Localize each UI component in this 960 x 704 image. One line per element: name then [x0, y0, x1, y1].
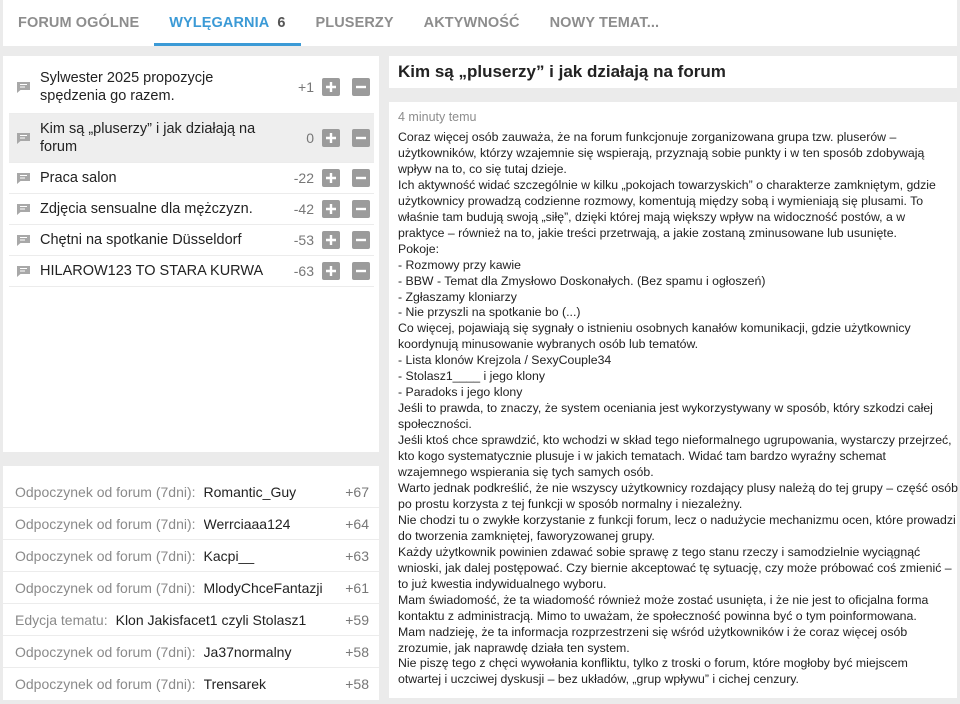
downvote-button[interactable]: [352, 231, 370, 249]
post-title: Kim są „pluserzy” i jak działają na forum: [389, 56, 957, 88]
downvote-button[interactable]: [352, 78, 370, 96]
tab-pluserzy[interactable]: [301, 0, 409, 46]
activity-label: Odpoczynek od forum (7dni):: [15, 676, 196, 692]
plus-icon: [326, 204, 336, 214]
tab-label: NOWY TEMAT...: [549, 15, 660, 31]
topic-score: -53: [293, 232, 314, 248]
upvote-button[interactable]: [322, 129, 340, 147]
downvote-button[interactable]: [352, 169, 370, 187]
topic-row[interactable]: [9, 63, 374, 114]
post-line: Co więcej, pojawiają się sygnały o istnieniu osobnych kanałów komunikacji, gdzie użytkownicy: [398, 321, 911, 336]
topic-score: -63: [293, 263, 314, 279]
activity-points: +63: [345, 547, 369, 564]
upvote-button[interactable]: [322, 200, 340, 218]
activity-user[interactable]: Romantic_Guy: [203, 483, 297, 500]
post-line: do tworzenia zamkniętej, faworyzowanej grupy.: [398, 528, 655, 543]
activity-user[interactable]: Werrciaaa124: [203, 515, 291, 532]
post-line: Pokoje:: [398, 241, 440, 256]
topic-title[interactable]: Zdjęcia sensualne dla mężczyzn.: [40, 201, 253, 217]
plus-icon: [326, 133, 336, 143]
post-line: praktyce – również na to, jakie treści przetrwają, a jakie zostaną zminusowane lub usunięte.: [398, 225, 897, 240]
upvote-button[interactable]: [322, 78, 340, 96]
post-line: po prostu korzysta z tej funkcji w sposób normalny i niezależny.: [398, 496, 743, 511]
topic-row[interactable]: [9, 194, 374, 225]
topic-row[interactable]: [9, 225, 374, 256]
plus-icon: [326, 266, 336, 276]
minus-icon: [356, 266, 366, 276]
topic-title[interactable]: Praca salon: [40, 170, 117, 186]
post-line: Mam nadzieję, że ta informacja rozprzestrzeni się wśród użytkowników i że coraz więcej osób: [398, 624, 908, 639]
post-line: Mam świadomość, że ta wiadomość również może zostać usunięta, i że nie jest to oficjalna forma: [398, 592, 929, 607]
chat-bubble-icon: [17, 82, 30, 92]
activity-label: Edycja tematu:: [15, 611, 108, 628]
post-body: [398, 130, 958, 688]
chat-bubble-icon: [17, 173, 30, 183]
plus-icon: [326, 82, 336, 92]
upvote-button[interactable]: [322, 262, 340, 280]
activity-label: Odpoczynek od forum (7dni):: [15, 643, 196, 660]
activity-user[interactable]: Trensarek: [203, 676, 267, 692]
topic-title[interactable]: HILAROW123 TO STARA KURWA: [40, 263, 264, 279]
topic-score: -22: [293, 170, 314, 186]
activity-row: [3, 508, 379, 540]
downvote-button[interactable]: [352, 200, 370, 218]
topic-title[interactable]: Kim są „pluserzy” i jak działają na forum: [40, 121, 256, 155]
chat-bubble-icon: [17, 235, 30, 245]
post-line: kontaktu z administracją. Mimo to uważam, że społeczność powinna być o tym poinformowana.: [398, 608, 917, 623]
post-line: Coraz więcej osób zauważa, że na forum funkcjonuje zorganizowana grupa tzw. pluserów –: [398, 130, 897, 144]
minus-icon: [356, 204, 366, 214]
upvote-button[interactable]: [322, 231, 340, 249]
topic-row[interactable]: [9, 163, 374, 194]
post-line: Nie piszę tego z chęci wywołania konfliktu, tylko z troski o forum, które mogłoby być miejscem: [398, 656, 908, 671]
topic-title[interactable]: Sylwester 2025 propozycje spędzenia go razem.: [40, 70, 214, 104]
post-line: użytkowników, którzy wzajemnie się wspierają, przyznają sobie punkty i w ten sposób zdobywają: [398, 145, 925, 160]
topic-score: +1: [298, 79, 314, 95]
post-line: otwartej i uczciwej dyskusji – bez układów, „grup wpływu” i cichej cenzury.: [398, 672, 799, 687]
minus-icon: [356, 133, 366, 143]
activity-row: [3, 476, 379, 508]
post-line: wzajemnego wspierania się tych samych osób.: [398, 465, 654, 480]
forum-tabs: [3, 0, 957, 46]
activity-row: [3, 604, 379, 636]
downvote-button[interactable]: [352, 262, 370, 280]
topic-score: -42: [293, 201, 314, 217]
post-line: właśnie tam budują swoją „siłę”, dzięki której mają większy wpływ na widoczność postów, a w: [398, 209, 906, 224]
tab-label: PLUSERZY: [315, 15, 394, 31]
post-line: to już kwestia indywidualnego wyboru.: [398, 576, 607, 591]
plus-icon: [326, 235, 336, 245]
activity-row: [3, 540, 379, 572]
post-line: Każdy użytkownik powinien zdawać sobie sprawę z tego stanu rzeczy i samodzielnie wyciągnąć: [398, 544, 921, 559]
post-line: Ich aktywność widać szczególnie w kilku „pokojach towarzyskich” o charakterze zamkniętym, gdzie: [398, 177, 936, 192]
activity-label: Odpoczynek od forum (7dni):: [15, 547, 196, 564]
tab-label: AKTYWNOŚĆ: [423, 15, 520, 31]
post-line: - BBW - Temat dla Zmysłowo Doskonałych. (Bez spamu i ogłoszeń): [398, 273, 766, 288]
tab-label: FORUM OGÓLNE: [18, 15, 140, 31]
topic-list: [3, 56, 379, 452]
post-line: - Lista klonów Krejzola / SexyCouple34: [398, 353, 612, 368]
post-line: koordynują minusowanie wybranych osób lub tematów.: [398, 337, 699, 352]
topic-title[interactable]: Chętni na spotkanie Düsseldorf: [40, 232, 242, 248]
minus-icon: [356, 173, 366, 183]
post-line: wpływ na to, co się tutaj dzieje.: [398, 161, 567, 176]
activity-user[interactable]: Klon Jakisfacet1 czyli Stolasz1: [115, 611, 307, 628]
tab-count-badge: 6: [277, 15, 286, 31]
tab-aktywnosc[interactable]: [409, 0, 535, 46]
post-line: - Rozmowy przy kawie: [398, 257, 521, 272]
chat-bubble-icon: [17, 133, 30, 143]
post-line: zrozumie, jak naprawdę działa ten system.: [398, 640, 630, 655]
minus-icon: [356, 235, 366, 245]
topic-score: 0: [306, 130, 314, 146]
minus-icon: [356, 82, 366, 92]
post-line: - Nie przyszli na spotkanie bo (...): [398, 305, 581, 320]
downvote-button[interactable]: [352, 129, 370, 147]
activity-label: Odpoczynek od forum (7dni):: [15, 579, 196, 596]
post-line: - Stolasz1____ i jego klony: [398, 369, 545, 384]
activity-points: +58: [345, 643, 369, 660]
activity-row: [3, 572, 379, 604]
activity-points: +58: [345, 676, 369, 692]
post-line: Jeśli to prawda, to znaczy, że system oceniania jest wykorzystywany w sposób, który szkodzi całej: [398, 401, 933, 416]
tab-label: WYLĘGARNIA: [169, 15, 270, 31]
activity-user[interactable]: Kacpi__: [203, 547, 255, 564]
upvote-button[interactable]: [322, 169, 340, 187]
post-timestamp: 4 minuty temu: [398, 110, 477, 124]
post-line: Jeśli ktoś chce sprawdzić, kto wchodzi w skład tego nieformalnego ugrupowania, wystarczy przejrzeć,: [398, 433, 952, 448]
activity-points: +59: [345, 611, 369, 628]
post-line: - Zgłaszamy kloniarzy: [398, 289, 517, 304]
activity-points: +61: [345, 579, 369, 596]
activity-list: [3, 466, 379, 700]
topic-row[interactable]: [9, 114, 374, 163]
post-content: [389, 102, 957, 698]
activity-points: +67: [345, 483, 369, 500]
topic-row[interactable]: [9, 256, 374, 287]
chat-bubble-icon: [17, 266, 30, 276]
activity-row: [3, 668, 379, 700]
post-line: Warto jednak podkreślić, że nie wszyscy użytkownicy rozdający plusy należą do tej grupy – część osób: [398, 480, 958, 495]
tab-nowy-temat[interactable]: [535, 0, 675, 46]
activity-user[interactable]: MlodyChceFantazji: [203, 579, 323, 596]
tab-wylegarnia[interactable]: [154, 0, 300, 46]
chat-bubble-icon: [17, 204, 30, 214]
post-line: wnioski, jak dalej postępować. Czy biernie akceptować tę sytuację, czy może próbować coś zmienić –: [398, 560, 952, 575]
post-line: użytkownicy prowadzą codzienne rozmowy, komentują między sobą i wymieniają się plusami. To: [398, 193, 924, 208]
activity-label: Odpoczynek od forum (7dni):: [15, 515, 196, 532]
post-line: - Paradoks i jego klony: [398, 385, 523, 400]
activity-user[interactable]: Ja37normalny: [203, 643, 292, 660]
activity-row: [3, 636, 379, 668]
post-line: społeczności.: [398, 417, 472, 432]
post-line: Nie chodzi tu o zwykłe korzystanie z funkcji forum, lecz o nadużycie mechanizmu ocen, które prowadzi: [398, 512, 956, 527]
activity-label: Odpoczynek od forum (7dni):: [15, 483, 196, 500]
tab-forum-ogolne[interactable]: [3, 0, 154, 46]
plus-icon: [326, 173, 336, 183]
post-line: kto kogo systematycznie plusuje i w jakich tematach. Widać tam bardzo wyraźny schemat: [398, 449, 886, 464]
activity-points: +64: [345, 515, 369, 532]
